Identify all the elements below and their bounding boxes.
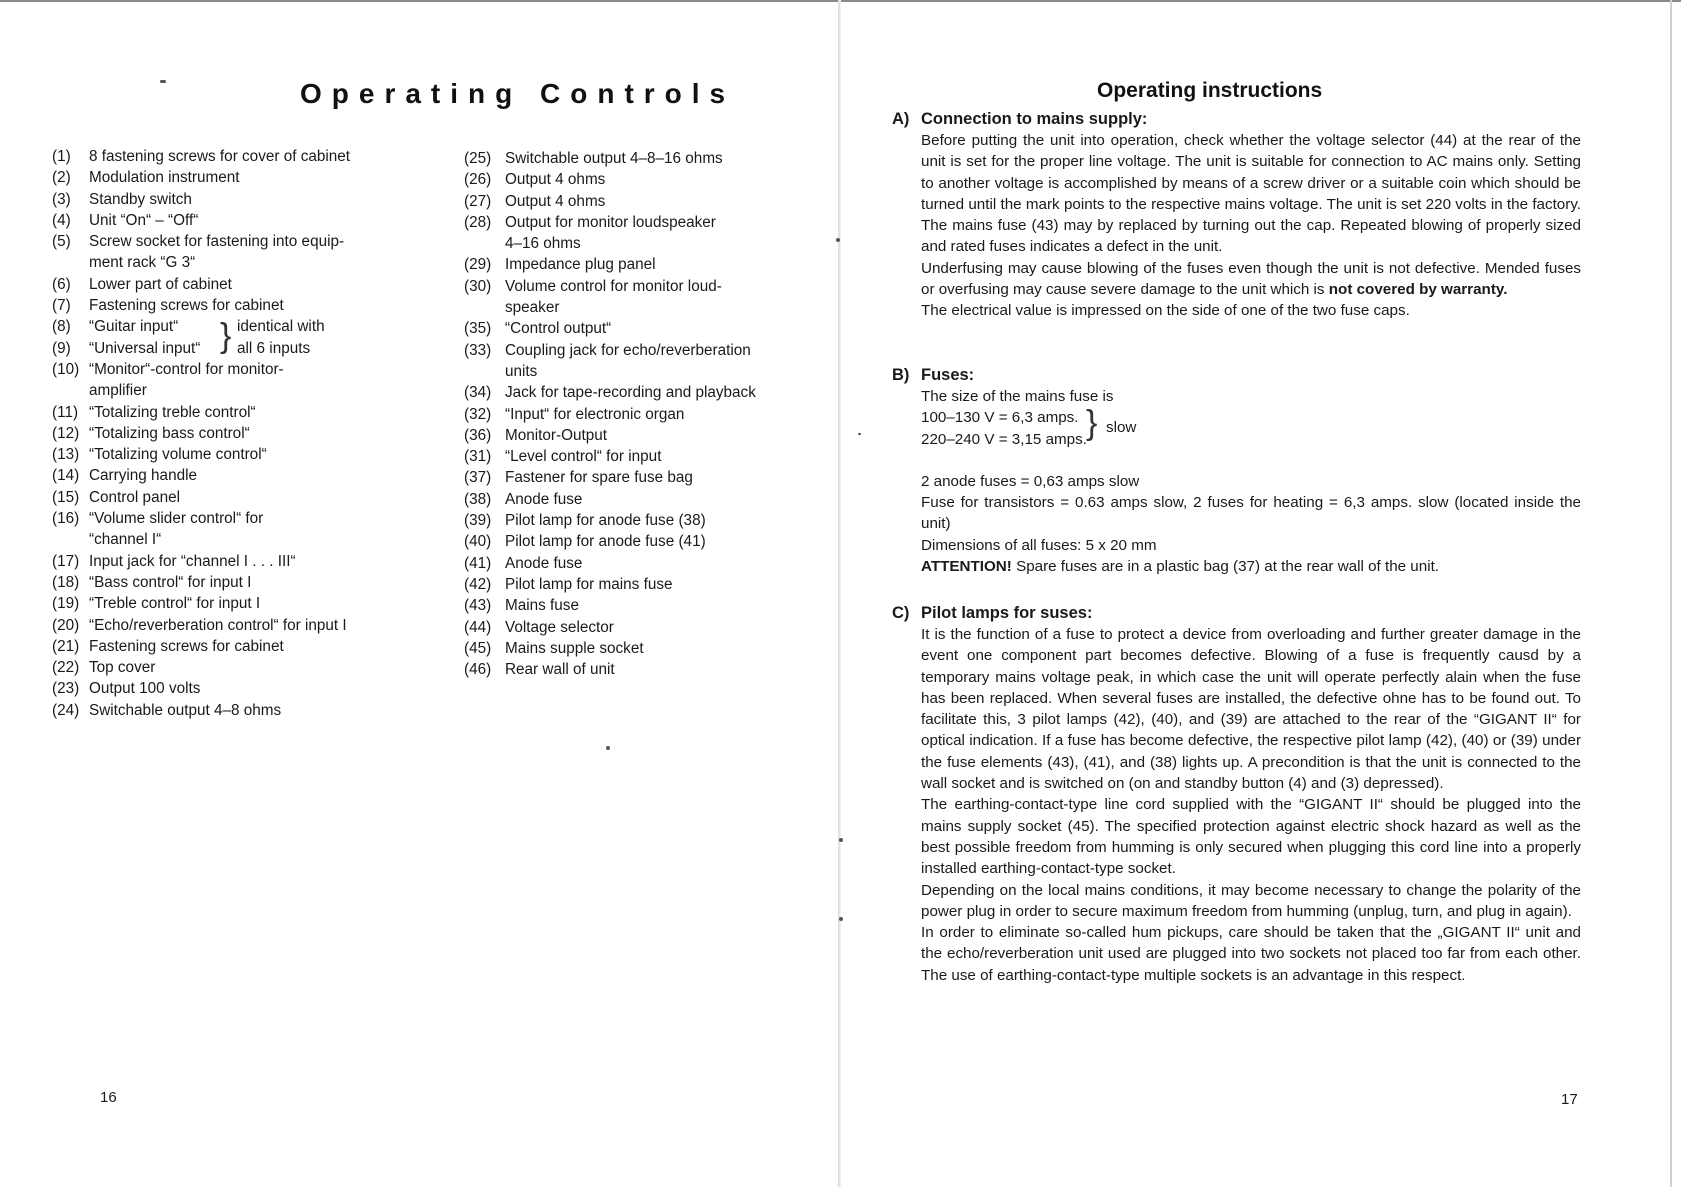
- item-text: “Totalizing treble control“: [89, 403, 256, 421]
- fuse-line: 100–130 V = 6,3 amps.: [921, 409, 1079, 427]
- item-number: (9): [52, 339, 71, 357]
- paragraph: The earthing-contact-type line cord supplied with the “GIGANT II“ should be plugged into the mains supply socket (45). The specified protection against electric shock hazard as well as the best possible freedom from humming is only secured when plugging this cord line into a properly installed earthing-contact-type socket.: [921, 796, 1581, 878]
- item-number: (40): [464, 533, 492, 551]
- item-number: (21): [52, 637, 80, 655]
- item-number: (12): [52, 424, 80, 442]
- paragraph: The size of the mains fuse is: [921, 388, 1114, 405]
- item-text: Anode fuse: [505, 490, 583, 508]
- item-number: (34): [464, 384, 492, 402]
- item-text: “Level control“ for input: [505, 448, 662, 466]
- item-number: (18): [52, 573, 80, 591]
- item-number: (30): [464, 277, 492, 295]
- item-number: (28): [464, 213, 492, 231]
- fuse-slow-label: slow: [1106, 419, 1137, 436]
- item-text: Fastener for spare fuse bag: [505, 469, 693, 487]
- item-text: Modulation instrument: [89, 169, 240, 187]
- paragraph: 2 anode fuses = 0,63 amps slow: [921, 472, 1140, 490]
- section-c-body: [921, 624, 1581, 986]
- paragraph: [921, 556, 1581, 577]
- item-text: “Guitar input“: [89, 318, 179, 336]
- item-text: Output 4 ohms: [505, 192, 606, 210]
- item-text: Unit “On“ – “Off“: [89, 211, 199, 229]
- item-text-continued: amplifier: [89, 382, 147, 400]
- section-a-body: [921, 130, 1581, 322]
- section-letter: C): [892, 604, 910, 622]
- item-number: (20): [52, 616, 80, 634]
- item-number: (23): [52, 680, 80, 698]
- item-number: (15): [52, 488, 80, 506]
- item-text: “Totalizing volume control“: [89, 446, 267, 464]
- paragraph-text: Underfusing may cause blowing of the fuses even though the unit is not defective. Mended fuses or overfusing may cause severe damage to the unit which is: [921, 259, 1581, 299]
- section-letter: A): [892, 110, 910, 128]
- item-number: (42): [464, 575, 492, 593]
- page-title: Operating Controls: [300, 78, 736, 109]
- item-number: (19): [52, 595, 80, 613]
- item-text: Pilot lamp for mains fuse: [505, 575, 673, 593]
- item-text: Fastening screws for cabinet: [89, 297, 284, 315]
- item-text: “Bass control“ for input I: [89, 573, 252, 591]
- item-number: (24): [52, 701, 80, 719]
- item-text: Input jack for “channel I . . . III“: [89, 552, 296, 570]
- item-number: (43): [464, 597, 492, 615]
- item-note: all 6 inputs: [237, 339, 311, 357]
- section-b-heading: [892, 366, 974, 385]
- item-text-continued: 4–16 ohms: [505, 235, 581, 253]
- item-text-continued: ment rack “G 3“: [89, 254, 196, 272]
- section-title: Operating instructions: [1097, 79, 1323, 102]
- item-number: (26): [464, 171, 492, 189]
- item-number: (41): [464, 554, 492, 572]
- item-text: “Monitor“-control for monitor-: [89, 360, 284, 378]
- section-b-body: [921, 386, 1581, 576]
- item-number: (4): [52, 211, 71, 229]
- item-number: (38): [464, 490, 492, 508]
- item-text: 8 fastening screws for cover of cabinet: [89, 148, 351, 165]
- attention-label: ATTENTION!: [921, 558, 1012, 576]
- item-text: Pilot lamp for anode fuse (41): [505, 533, 706, 551]
- item-text: Output 4 ohms: [505, 171, 606, 189]
- item-number: (14): [52, 467, 80, 485]
- item-number: (1): [52, 148, 71, 165]
- section-heading-text: Pilot lamps for suses:: [921, 604, 1093, 622]
- item-text-continued: “channel I“: [89, 531, 162, 549]
- item-text: Lower part of cabinet: [89, 275, 232, 293]
- item-number: (44): [464, 618, 492, 636]
- item-text: Impedance plug panel: [505, 256, 656, 274]
- paragraph-text: Spare fuses are in a plastic bag (37) at the rear wall of the unit.: [1016, 558, 1440, 576]
- item-text: Fastening screws for cabinet: [89, 637, 284, 655]
- warranty-note: not covered by warranty.: [1328, 281, 1508, 299]
- item-text: “Treble control“ for input I: [89, 595, 261, 613]
- item-number: (3): [52, 190, 71, 208]
- item-number: (8): [52, 318, 71, 336]
- item-number: (36): [464, 426, 492, 444]
- item-text: Output for monitor loudspeaker: [505, 213, 716, 231]
- item-number: (13): [52, 446, 80, 464]
- item-number: (22): [52, 659, 80, 677]
- item-text: “Input“ for electronic organ: [505, 405, 685, 423]
- item-text: Mains fuse: [505, 597, 579, 615]
- item-number: (46): [464, 661, 492, 679]
- item-number: (35): [464, 320, 492, 338]
- print-speck: [839, 917, 843, 921]
- paragraph: Dimensions of all fuses: 5 x 20 mm: [921, 536, 1157, 554]
- item-text: Voltage selector: [505, 618, 614, 636]
- paragraph: Before putting the unit into operation, check whether the voltage selector (44) at the rear of the unit is set for the proper line voltage. The unit is suitable for connection to AC mains only. Setting to another voltage is accomplished by means of a screw driver or a suitable coin which should be turned until the mark points to the respective mains voltage. The unit is set 220 volts in the factory. The mains fuse (43) may by replaced by turning out the cap. Repeated blowing of properly sized and rated fuses indicates a defect in the unit.: [921, 132, 1581, 256]
- item-text: Output 100 volts: [89, 680, 201, 698]
- item-text: “Echo/reverberation control“ for input I: [89, 616, 347, 634]
- item-number: (6): [52, 275, 71, 293]
- page-number: 17: [1561, 1091, 1578, 1108]
- item-number: (10): [52, 360, 80, 378]
- item-text: Jack for tape-recording and playback: [505, 384, 756, 402]
- item-number: (25): [464, 150, 492, 167]
- item-text: Carrying handle: [89, 467, 197, 485]
- item-text: Control panel: [89, 488, 180, 506]
- section-c-heading: [892, 604, 1092, 623]
- item-text: Top cover: [89, 659, 156, 677]
- item-number: (37): [464, 469, 492, 487]
- paragraph: Fuse for transistors = 0.63 amps slow, 2 fuses for heating = 6,3 amps. slow (located inside the unit): [921, 494, 1581, 533]
- brace-glyph: }: [220, 316, 232, 355]
- item-text: Volume control for monitor loud-: [505, 277, 722, 295]
- print-speck: [836, 238, 840, 242]
- item-number: (27): [464, 192, 492, 210]
- item-number: (11): [52, 403, 79, 421]
- item-text: “Totalizing bass control“: [89, 424, 250, 442]
- item-number: (29): [464, 256, 492, 274]
- item-text: Pilot lamp for anode fuse (38): [505, 512, 706, 530]
- print-speck: [839, 838, 843, 842]
- item-text-continued: units: [505, 362, 538, 380]
- item-text: “Volume slider control“ for: [89, 510, 264, 528]
- item-number: (39): [464, 512, 492, 530]
- item-number: (17): [52, 552, 80, 570]
- item-text: “Universal input“: [89, 339, 201, 357]
- paragraph: In order to eliminate so-called hum pickups, care should be taken that the „GIGANT II“ unit and the echo/reverberation unit used are plugged into two sockets not placed too far from each other. The use of earthing-contact-type multiple sockets is an advantage in this respect.: [921, 924, 1581, 984]
- item-text: Anode fuse: [505, 554, 583, 572]
- item-text: Rear wall of unit: [505, 661, 615, 679]
- item-text: Mains supple socket: [505, 639, 644, 657]
- section-heading-text: Connection to mains supply:: [921, 110, 1148, 128]
- item-number: (32): [464, 405, 492, 423]
- paragraph: [921, 258, 1581, 301]
- page-number: 16: [100, 1089, 117, 1106]
- item-text: Switchable output 4–8 ohms: [89, 701, 282, 719]
- item-text: Monitor-Output: [505, 426, 608, 444]
- item-text-continued: speaker: [505, 299, 560, 317]
- item-text: Switchable output 4–8–16 ohms: [505, 150, 723, 167]
- item-text: Coupling jack for echo/reverberation: [505, 341, 751, 359]
- item-number: (31): [464, 448, 492, 466]
- section-a-heading: [892, 110, 1147, 129]
- item-text: Screw socket for fastening into equip-: [89, 233, 345, 251]
- item-number: (33): [464, 341, 492, 359]
- paragraph: Depending on the local mains conditions, it may become necessary to change the polarity of the power plug in order to secure maximum freedom from humming (unplug, turn, and plug in again).: [921, 881, 1581, 920]
- fuse-brace: }: [1086, 404, 1098, 442]
- fuse-line: 220–240 V = 3,15 amps.: [921, 430, 1087, 448]
- item-text: “Control output“: [505, 320, 612, 338]
- item-number: (45): [464, 639, 492, 657]
- item-number: (7): [52, 297, 71, 315]
- item-number: (5): [52, 233, 71, 251]
- print-speck: [858, 433, 861, 435]
- paragraph: The electrical value is impressed on the side of one of the two fuse caps.: [921, 302, 1410, 320]
- item-number: (2): [52, 169, 71, 187]
- section-letter: B): [892, 366, 910, 384]
- section-heading-text: Fuses:: [921, 366, 975, 384]
- item-note: identical with: [237, 318, 325, 336]
- item-number: (16): [52, 510, 80, 528]
- item-text: Standby switch: [89, 190, 192, 208]
- paragraph: It is the function of a fuse to protect a device from overloading and further greater damage in the event one component part becomes defective. Blowing of a fuse is frequently causd by a temporary mains voltage peak, in which case the unit will operate perfectly alain when the fuse has been replaced. When several fuses are installed, the defective ohne has to be found out. To facilitate this, 3 pilot lamps (42), (40), and (39) are attached to the rear of the “GIGANT II“ for optical indication. If a fuse has become defective, the respective pilot lamp (42), (40) or (39) under the fuse elements (43), (41), and (38) lights up. A precondition is that the unit is connected to the wall socket and is switched on (on and standby button (4) and (3) depressed).: [921, 626, 1581, 793]
